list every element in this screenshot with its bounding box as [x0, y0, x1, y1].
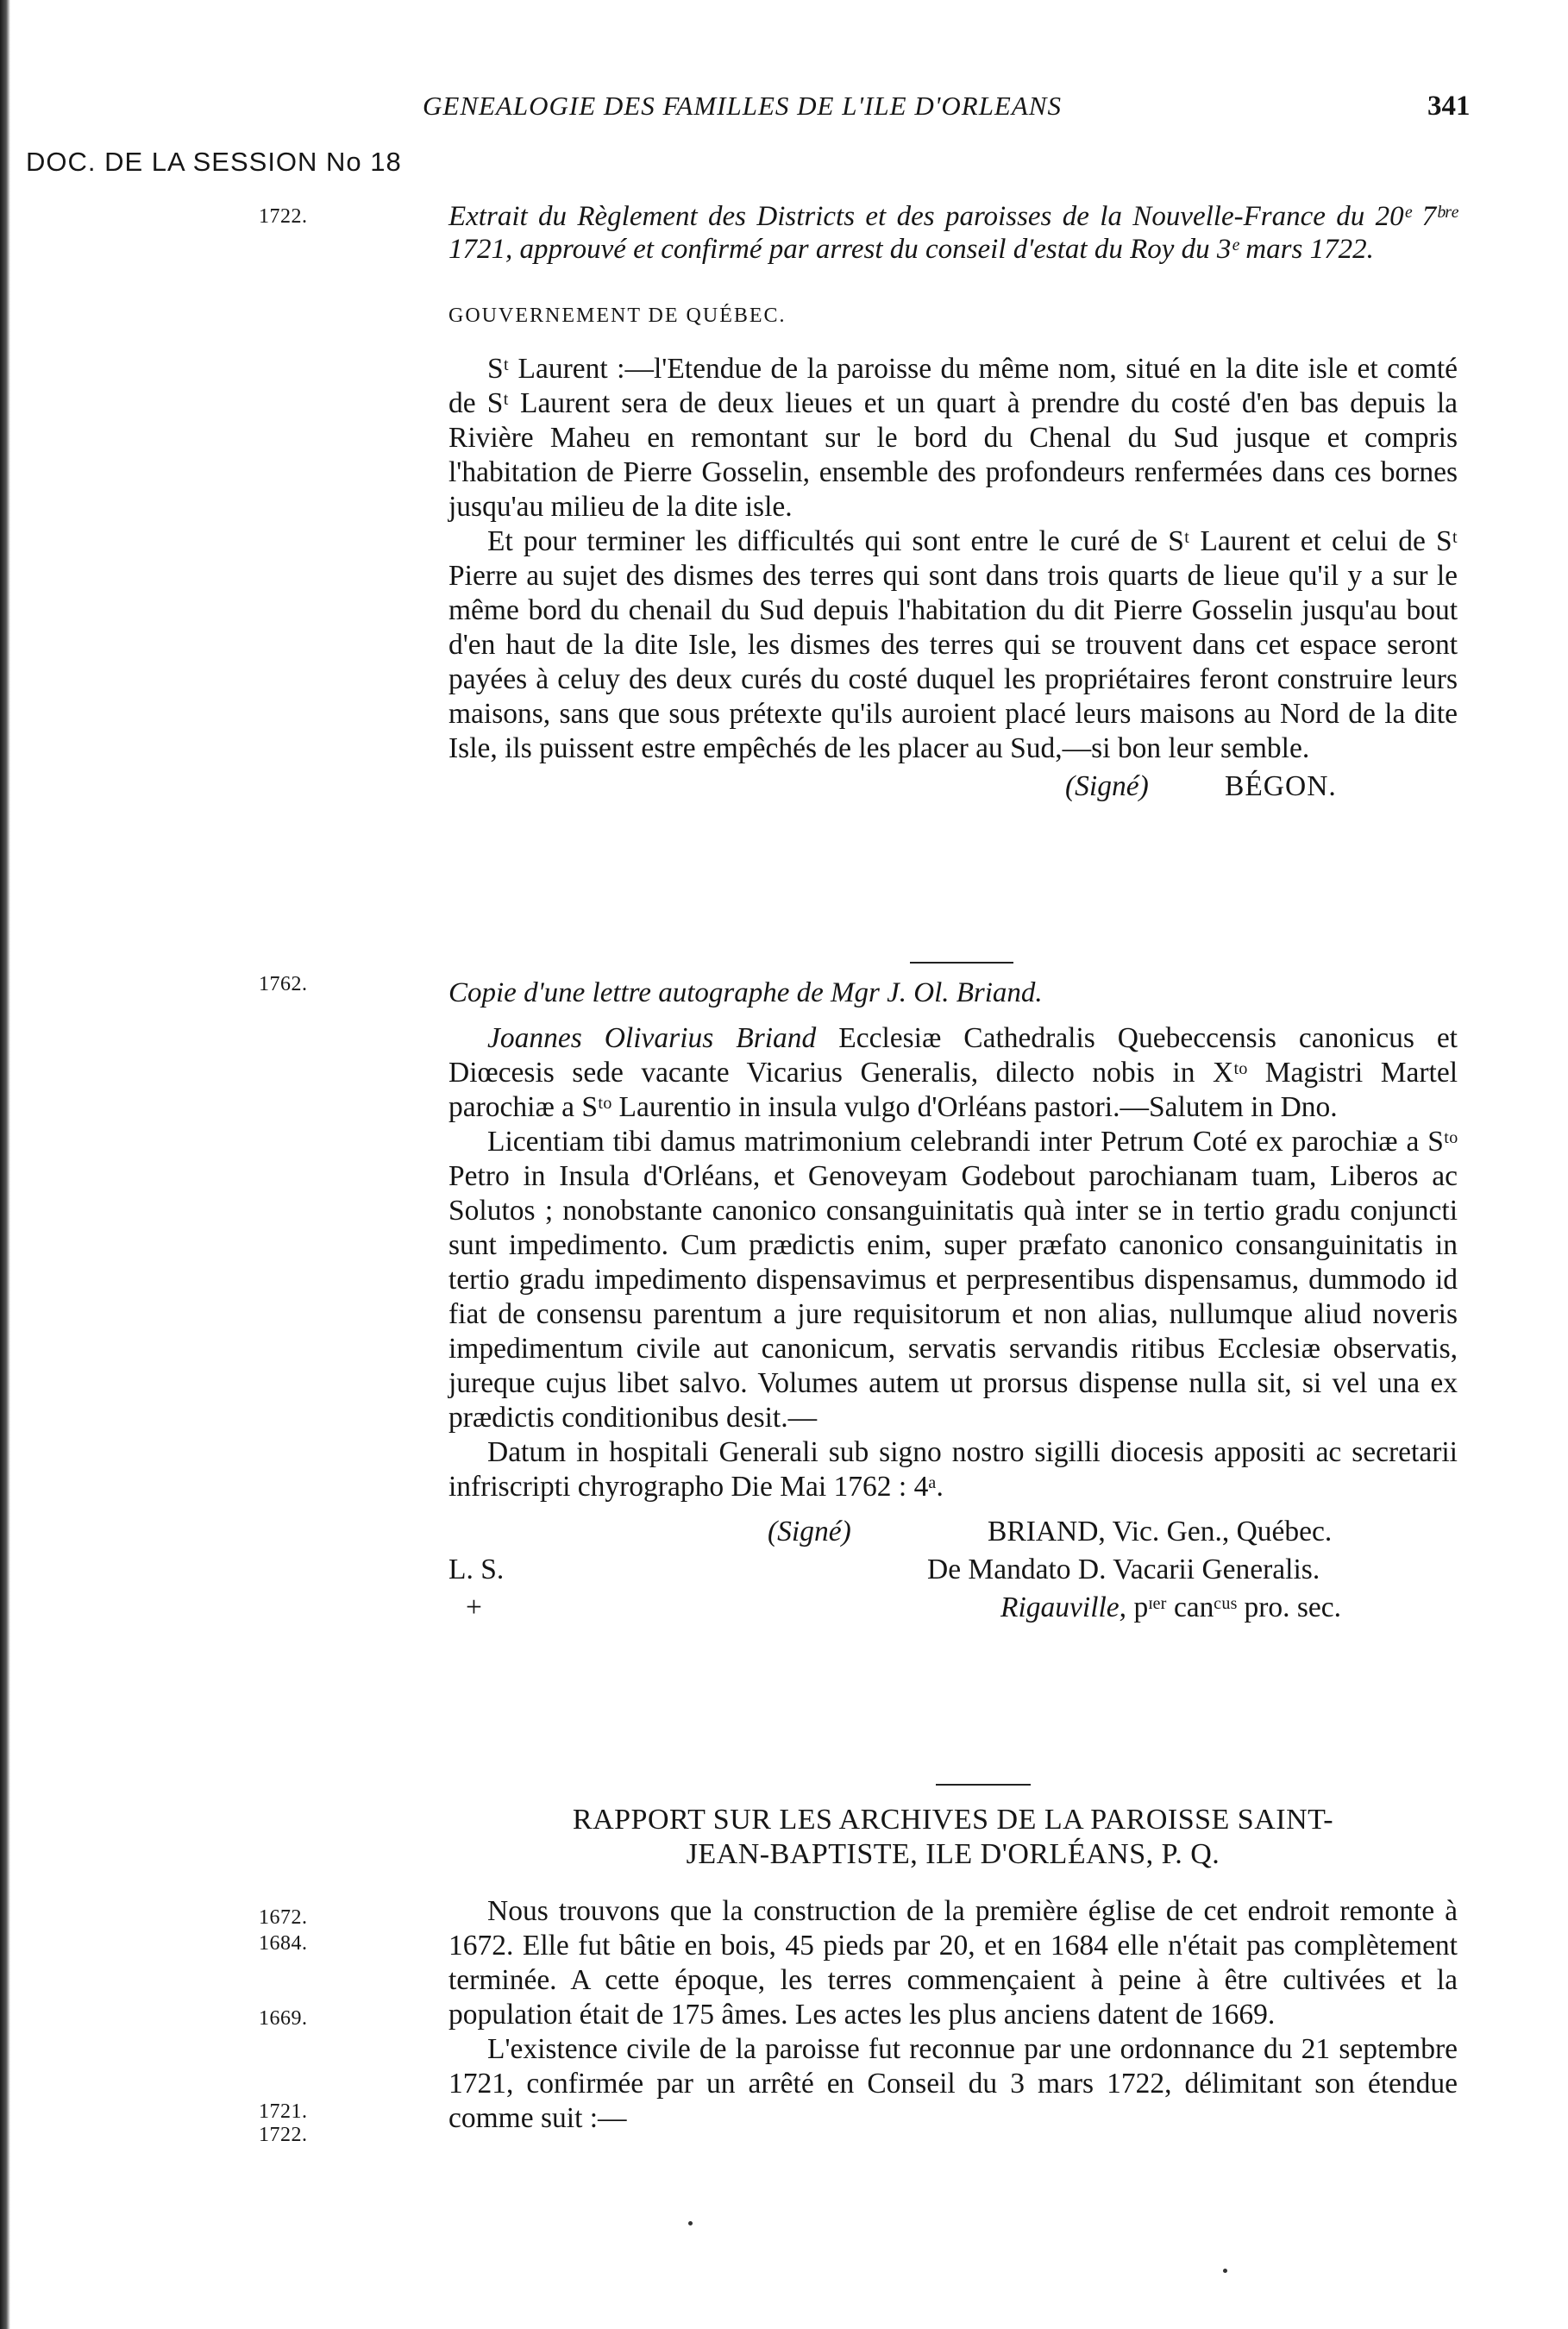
- signed-label: (Signé): [768, 1516, 851, 1547]
- mandato-line: De Mandato D. Vacarii Generalis.: [927, 1554, 1320, 1585]
- paragraph: Joannes Olivarius Briand Ecclesiæ Cathedralis Quebeccensis canonicus et Diœcesis sede vacante Vicarius Generalis, dilecto nobis in Xᵗᵒ Magistri Martel parochiæ a Sᵗᵒ Laurentio in insula vulgo d'Orléans pastori.—Salutem in Dno.: [448, 1022, 1458, 1123]
- paragraph: L'existence civile de la paroisse fut reconnue par une ordonnance du 21 septembre 1721, confirmée par un arrêté en Conseil du 3 mars 1722, délimitant son étendue comme suit :—: [448, 2033, 1458, 2134]
- speck: [1223, 2269, 1227, 2273]
- divider: [910, 962, 1013, 964]
- paragraph: Et pour terminer les difficultés qui sont entre le curé de Sᵗ Laurent et celui de Sᵗ Pierre au sujet des dismes des terres qui sont dans trois quarts de lieue qu'il y a sur le même bord du chenail du Sud depuis l'habitation du dit Pierre Gosselin jusqu'au bout d'en haut de la dite Isle, les dismes des terres qui se trouvent dans cet espace seront payées à celuy des deux curés du costé duquel les propriétaires feront construire leurs maisons, sans que sous prétexte qu'ils auroient placé leurs maisons au Nord de la dite Isle, ils puissent estre empêchés de les placer au Sud,—si bon leur semble.: [448, 525, 1458, 764]
- paragraph: Datum in hospitali Generali sub signo nostro sigilli diocesis appositi ac secretarii infriscripti chyrographo Die Mai 1762 : 4ᵃ.: [448, 1436, 1458, 1503]
- speck: [688, 2221, 693, 2225]
- signature-row: [448, 1515, 1458, 1553]
- section-rapport: [448, 1803, 1458, 2136]
- paragraph: Nous trouvons que la construction de la première église de cet endroit remonte à 1672. Elle fut bâtie en bois, 45 pieds par 20, et en 1684 elle n'était pas complètement terminée. A cette époque, les terres commençaient à peine à être cultivées et la population était de 175 âmes. Les actes les plus anciens datent de 1669.: [448, 1895, 1458, 2031]
- page-number: 341: [1427, 91, 1471, 122]
- seal-label: L. S.: [448, 1554, 505, 1585]
- secretary-row: + Rigauville, pᶦᵉʳ canᶜᵘˢ pro. sec.: [466, 1591, 1342, 1623]
- margin-year: 1684.: [259, 1932, 308, 1955]
- margin-year: 1721.: [259, 2100, 308, 2123]
- section-reglement: [448, 200, 1458, 807]
- margin-year-1762: 1762.: [259, 973, 308, 995]
- paragraph: Sᵗ Laurent :—l'Etendue de la paroisse du même nom, situé en la dite isle et comté de Sᵗ Laurent sera de deux lieues et un quart à prendre du costé d'en bas depuis la Rivière Maheu en remontant sur le bord du Chenal du Sud jusque et compris l'habitation de Pierre Gosselin, ensemble des profondeurs renfermées dans ces bornes jusqu'au milieu de la dite isle.: [448, 353, 1458, 523]
- section-title: Extrait du Règlement des Districts et des paroisses de la Nouvelle-France du 20ᵉ 7ᵇʳᵉ 1721, approuvé et confirmé par arrest du conseil d'estat du Roy du 3ᵉ mars 1722.: [448, 201, 1458, 265]
- margin-year: 1669.: [259, 2007, 308, 2030]
- signed-label: (Signé): [1065, 770, 1149, 802]
- subheading: GOUVERNEMENT DE QUÉBEC.: [448, 304, 787, 327]
- signer-name: BÉGON.: [1225, 770, 1337, 802]
- signer-name: BRIAND, Vic. Gen., Québec.: [988, 1516, 1333, 1547]
- author-name: Joannes Olivarius Briand: [487, 1022, 817, 1054]
- cross-mark: +: [466, 1591, 482, 1623]
- margin-year-1722: 1722.: [259, 205, 308, 228]
- section-lettre: [448, 976, 1458, 1629]
- seal-row: [448, 1553, 1458, 1591]
- section-title: RAPPORT SUR LES ARCHIVES DE LA PAROISSE SAINT- JEAN-BAPTISTE, ILE D'ORLÉANS, P. Q.: [572, 1804, 1334, 1870]
- doc-session: DOC. DE LA SESSION No 18: [26, 147, 402, 177]
- divider: [936, 1784, 1031, 1786]
- secretary-name: Rigauville,: [1000, 1591, 1127, 1623]
- paragraph: Licentiam tibi damus matrimonium celebrandi inter Petrum Coté ex parochiæ a Sᵗᵒ Petro in Insula d'Orléans, et Genoveyam Godebout parochianam tuam, Liberos ac Solutos ; nonobstante canonico consanguinitatis quà inter se in tertio gradu conjuncti sunt impedimento. Cum prædictis enim, super præfato canonico consanguinitatis in tertio gradu impedimento dispensavimus et perpresentibus dispensamus, dummodo id fiat de consensu parentum a jure requisitorum et non alias, nullumque aliud noveris impedimentum civile aut canonicum, servatis servandis ritibus Ecclesiæ observatis, jureque cujus libet salvo. Volumes autem ut prorsus dispense nulla sit, si vel una ex prædictis conditionibus desit.—: [448, 1126, 1458, 1434]
- margin-year: 1672.: [259, 1906, 308, 1929]
- running-title: GENEALOGIE DES FAMILLES DE L'ILE D'ORLEANS: [423, 91, 1062, 121]
- section-title: Copie d'une lettre autographe de Mgr J. Ol. Briand.: [448, 977, 1043, 1008]
- signature-row: [448, 769, 1458, 807]
- margin-year: 1722.: [259, 2124, 308, 2146]
- scan-edge: [0, 0, 10, 2329]
